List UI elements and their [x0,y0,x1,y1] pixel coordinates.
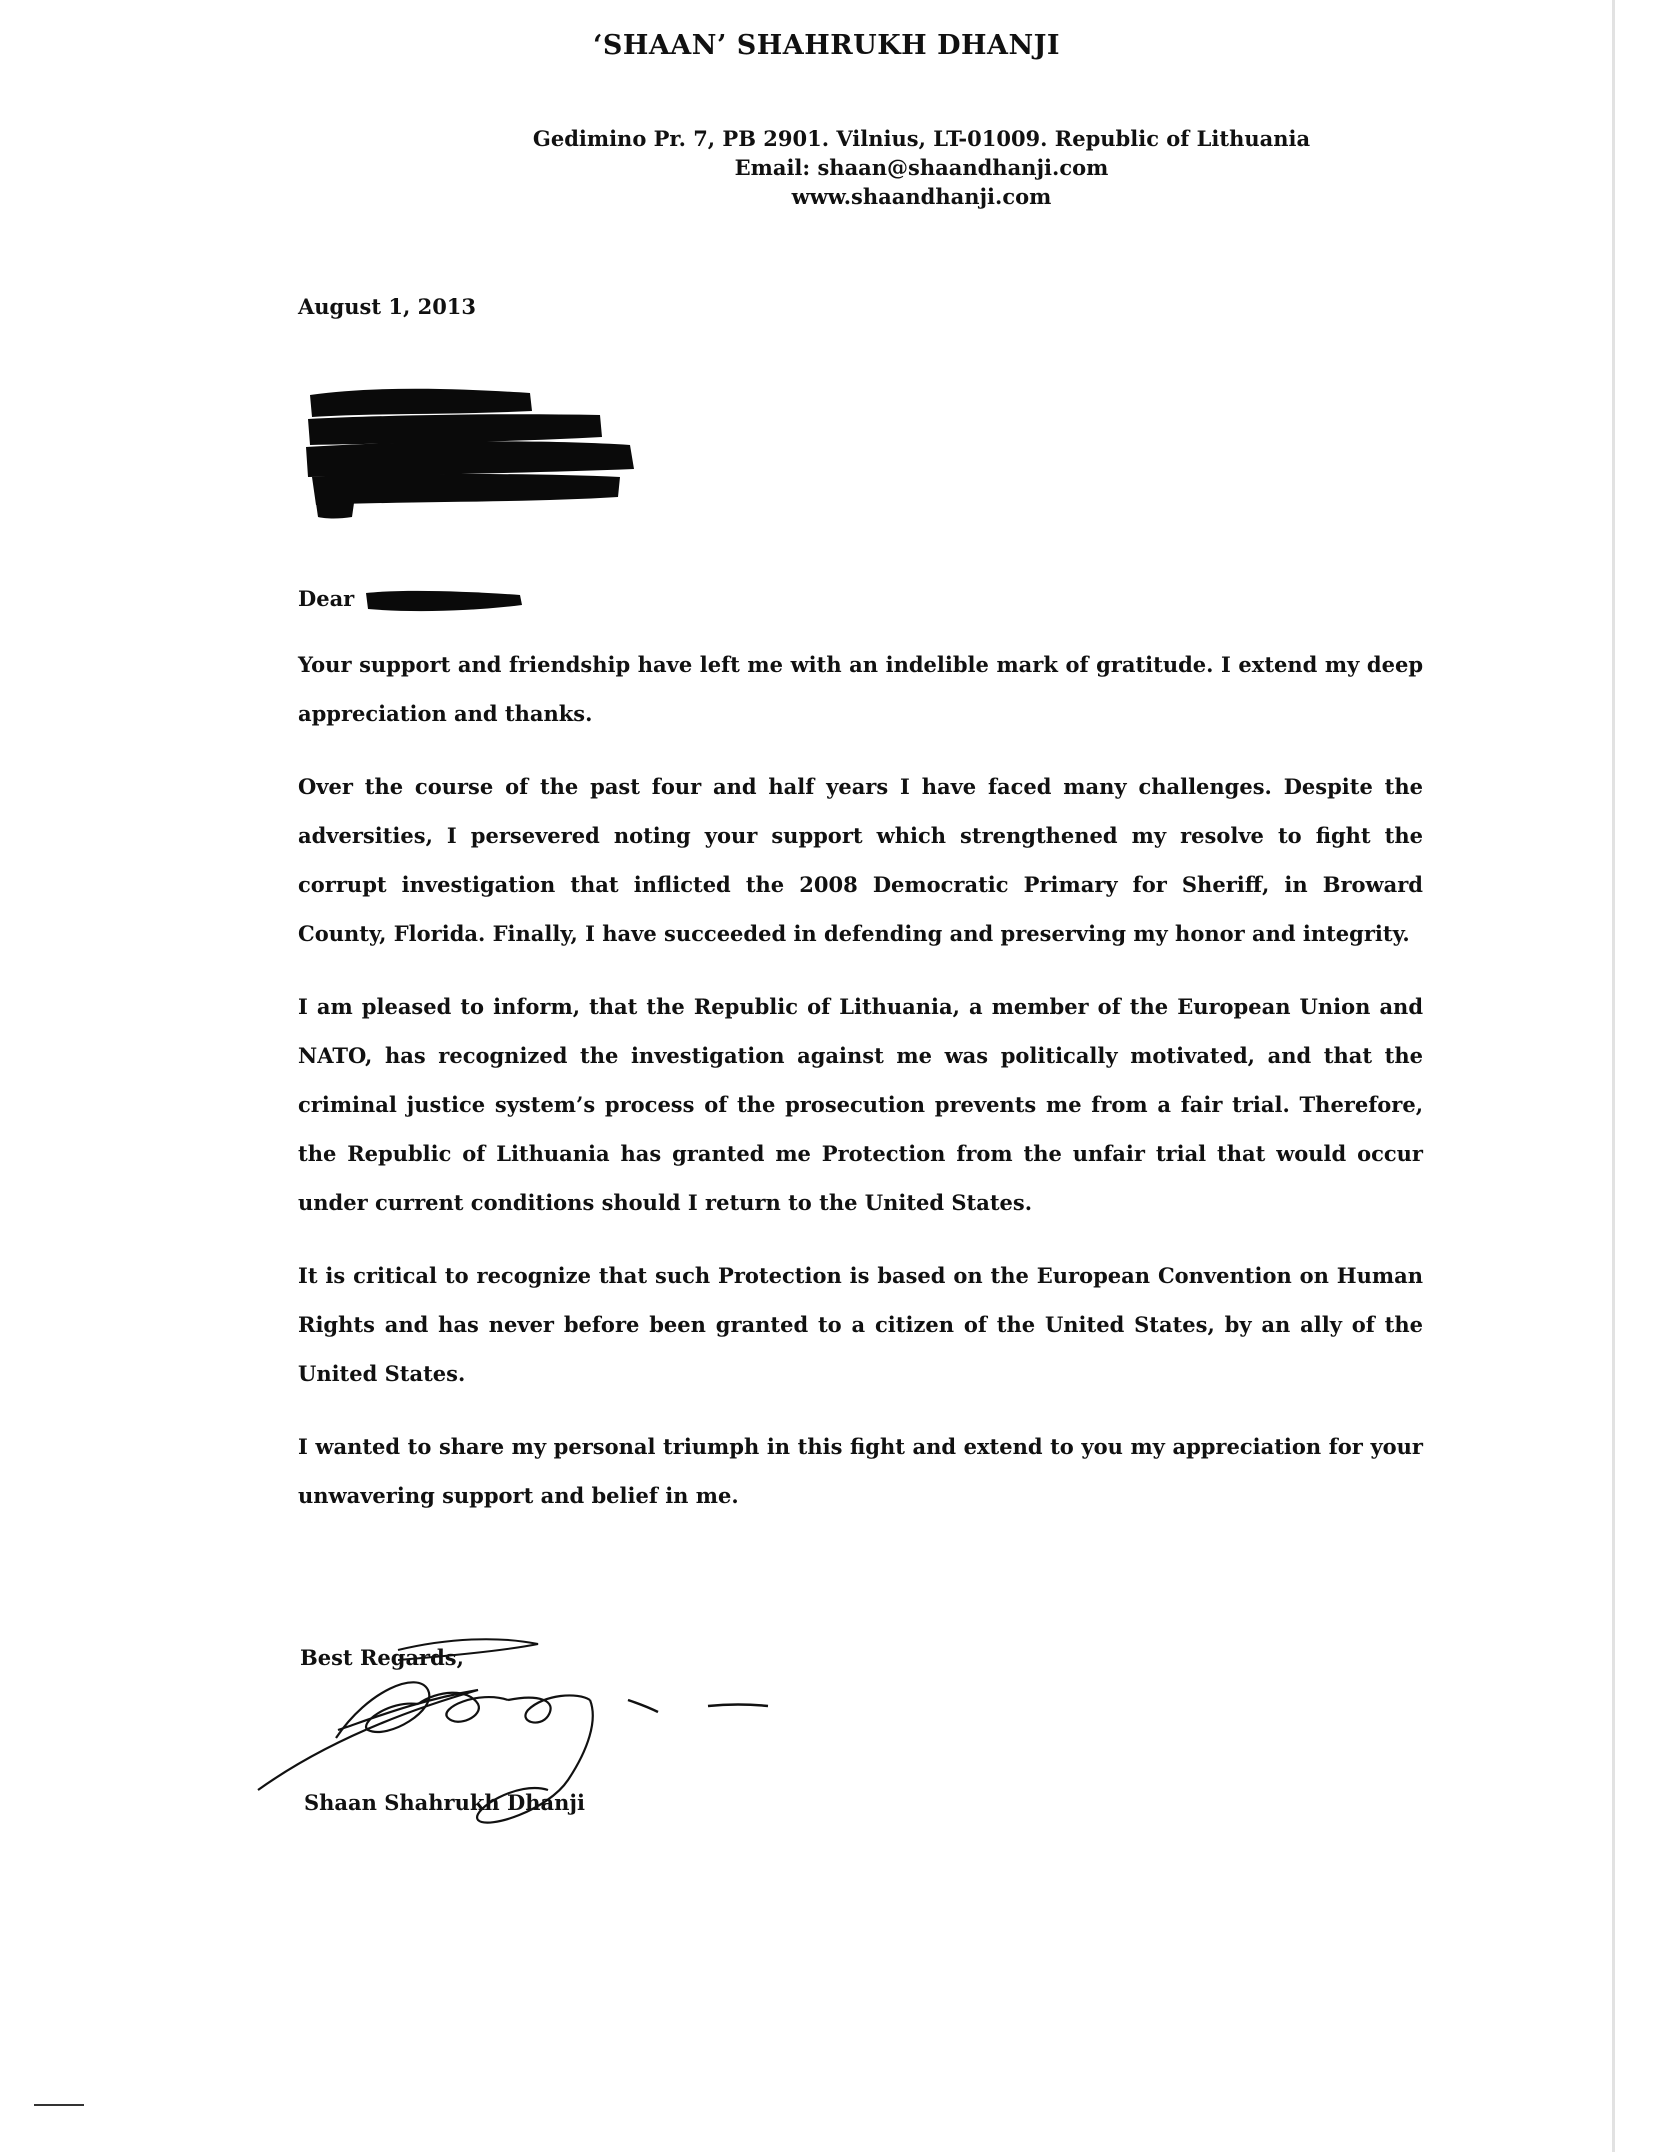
scan-edge-line [1612,0,1615,2152]
closing: Best Regards, [300,1645,464,1670]
letterhead-contact [0,124,1653,211]
redacted-recipient-address [300,385,640,525]
salutation [298,586,524,613]
letterhead-website: www.shaandhanji.com [791,184,1052,209]
redacted-recipient-name [364,589,524,613]
letter-date: August 1, 2013 [298,294,477,319]
salutation-text: Dear [298,586,355,611]
body-paragraph-4: It is critical to recognize that such Protection is based on the European Convention on Human Rights and has never before been granted to a citizen of the United States, by an ally of the United States. [298,1263,1423,1386]
letterhead-address: Gedimino Pr. 7, PB 2901. Vilnius, LT-01009. Republic of Lithuania [532,126,1311,151]
body-paragraph-1: Your support and friendship have left me with an indelible mark of gratitude. I extend my deep appreciation and thanks. [298,652,1423,726]
signer-name: Shaan Shahrukh Dhanji [304,1790,585,1815]
body-paragraph-3: I am pleased to inform, that the Republic of Lithuania, a member of the European Union and NATO, has recognized the investigation against me was politically motivated, and that the criminal justice system’s process of the prosecution prevents me from a fair trial. Therefore, the Republic of Lithuania has granted me Protection from the unfair trial that would occur under current conditions should I return to the United States. [298,994,1423,1215]
handwritten-signature [248,1630,808,1870]
letterhead-email: Email: shaan@shaandhanji.com [734,155,1109,180]
body-paragraph-2: Over the course of the past four and half years I have faced many challenges. Despite the adversities, I persevered noting your support which strengthened my resolve to fight the corrupt investigation that inflicted the 2008 Democratic Primary for Sheriff, in Broward County, Florida. Finally, I have succeeded in defending and preserving my honor and integrity. [298,774,1423,946]
letter-body [298,640,1423,1544]
body-paragraph-5: I wanted to share my personal triumph in this fight and extend to you my appreciation for your unwavering support and belief in me. [298,1434,1423,1508]
letterhead-name: ‘SHAAN’ SHAHRUKH DHANJI [592,30,1061,61]
scan-artifact-line [34,2104,84,2106]
